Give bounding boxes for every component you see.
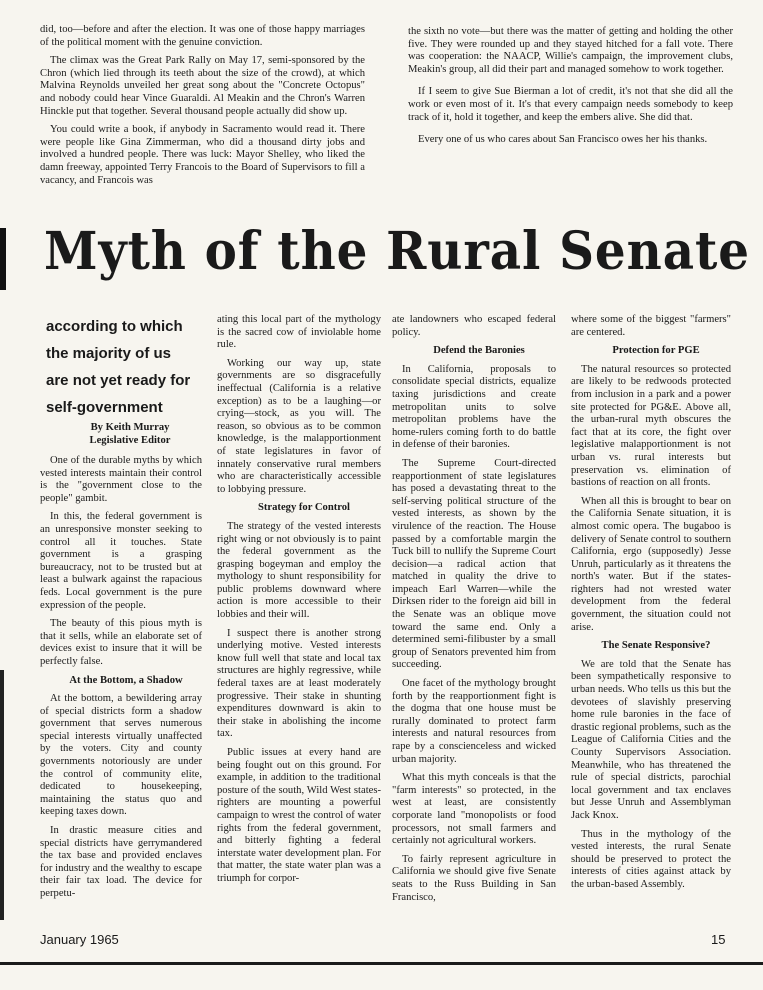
margin-mark [0, 228, 6, 290]
article-deck: according to which the majority of us are not yet ready for self-government [46, 318, 191, 416]
subheading: At the Bottom, a Shadow [69, 674, 183, 686]
article-column-3 [392, 314, 556, 910]
paragraph: The climax was the Great Park Rally on May 17, semi-sponsored by the Chron (which lied through its teeth about the size of the crowd), at which Malvina Reynolds unveiled her great song about the "Concrete Octopus" and nobody could hear Vince Guaraldi. Al Meakin and the Chron's Warren Hinckle put that together. Several thousand people actually did show up. [40, 55, 365, 117]
paragraph: ate landowners who escaped federal policy. [392, 314, 556, 338]
article-headline: Myth of the Rural Senate [44, 221, 750, 282]
subheading: Strategy for Control [258, 502, 350, 514]
paragraph: Every one of us who cares about San Francisco owes her his thanks. [418, 134, 708, 146]
paragraph: If I seem to give Sue Bierman a lot of credit, it's not that she did all the work or even most of it. It's that every campaign needs somebody to keep track of it, hold it together, and keep the embers alive. She did that. [408, 86, 733, 123]
paragraph: At the bottom, a bewildering array of special districts form a shadow government that serves numerous special interests virtually unaffected by the voters. City and county governments notoriously are under the control of community elite, dedicated to housekeeping, maintaining the status quo and keeping taxes down. [40, 693, 202, 818]
paragraph: I suspect there is another strong underlying motive. Vested interests know full well that state and local tax structures are highly regressive, while federal taxes are at least moderately progressive. Their stake in shunting expenditures downward is akin to their stake in abolishing the income tax. [217, 627, 381, 740]
article-column-4 [571, 314, 731, 898]
paragraph: the sixth no vote—but there was the matter of getting and holding the other five. They were rounded up and they stayed hitched for a fall vote. There was cooperation: the NAACP, Willie's campaign, the improvement clubs, Meakin's group, all did their part and managed somehow to work together. [408, 26, 733, 75]
subheading: Protection for PGE [612, 345, 700, 357]
page-number: 15 [711, 932, 726, 947]
paragraph: We are told that the Senate has been sympathetically responsive to urban needs. Who tells us this but the devotees of slavishly preserving home rule baronies in the face of drastic regional problems, such as the League of California Cities and the County Supervisors Association. Meanwhile, who has threatened the rule of special districts, parochial local government and tax enclaves but Jesse Unruh and Assemblyman Jack Knox. [571, 658, 731, 821]
paragraph: where some of the biggest "farmers" are centered. [571, 314, 731, 338]
article-column-2 [217, 314, 381, 892]
paragraph: In this, the federal government is an unresponsive monster seeking to control all it touches. State government is a grasping bureaucracy, not to be trusted but at least a bulwark against the rapacious feds. Local government is the pure expression of the people. [40, 511, 202, 611]
top-left-column [40, 24, 365, 193]
byline [60, 422, 200, 447]
paragraph: did, too—before and after the election. It was one of those happy marriages of the political moment with the genuine conviction. [40, 24, 365, 48]
byline-role: Legislative Editor [89, 434, 171, 446]
paragraph: The Supreme Court-directed reapportionment of state legislatures has posed a devastating threat to the self-serving political structure of the vested interests, as shown by the virulence of the reaction. The House passed by a comfortable margin the Tuck bill to nullify the Supreme Court decision—a radical action that matched in quality the drive to impeach Earl Warren—while the Dirksen rider to the foreign aid bill in the Senate was an oblique move toward the same end. Only a determined semi-filibuster by a small group of Senators prevented him from succeeding. [392, 457, 556, 671]
bottom-rule [0, 962, 763, 965]
paragraph: When all this is brought to bear on the California Senate situation, it is almost comic opera. The bugaboo is delivery of Senate control to southern California, ergo (supposedly) Jesse Unruh, particularly as it threatens the north's water. But if the states-righters had not wrested water development from the federal government, the situation could not arise. [571, 495, 731, 633]
paragraph: ating this local part of the mythology is the sacred cow of inviolable home rule. [217, 314, 381, 351]
paragraph: Working our way up, state governments are so disgracefully ineffectual (California is a relative exception) as to be a laughing—or crying—stock, as you will. The reason, so obvious as to be common knowledge, is the malapportionment of state legislatures in favor of innately conservative rural members who are characteristically accessible to lobbying pressure. [217, 357, 381, 495]
paragraph: The beauty of this pious myth is that it sells, while an elaborate set of devices exist to insure that it will be perfectly false. [40, 618, 202, 667]
subheading: The Senate Responsive? [601, 640, 711, 652]
paragraph: What this myth conceals is that the "farm interests" so protected, in the west at least, are consistently corporate land "monopolists or food processors, not small farmers and certainly not agricultural workers. [392, 772, 556, 847]
paragraph: To fairly represent agriculture in California we should give five Senate seats to the Russ Building in San Francisco, [392, 853, 556, 903]
paragraph: In California, proposals to consolidate special districts, equalize taxing jurisdictions and create metropolitan units to solve metropolitan problems have the home-rulers coming forth to do battle in defense of their baronies. [392, 363, 556, 451]
paragraph: Thus in the mythology of the vested interests, the rural Senate should be preserved to protect the interests of cities against attack by the urban-based Assembly. [571, 828, 731, 890]
issue-date: January 1965 [40, 932, 119, 947]
paragraph: The strategy of the vested interests right wing or not obviously is to paint the federal government as the grasping bogeyman and employ the mythology to shunt responsibility for public problems downward where action is more accessible to their lobbies and their will. [217, 520, 381, 621]
subheading: Defend the Baronies [433, 345, 525, 357]
binding-edge [0, 670, 4, 920]
article-column-1 [40, 455, 202, 907]
paragraph: One of the durable myths by which vested interests maintain their control is the "government close to the people" gambit. [40, 455, 202, 504]
paragraph: You could write a book, if anybody in Sacramento would read it. There were people like Gina Zimmerman, who did a thousand dirty jobs and involved a hundred people. There was luck: Mayor Shelley, who liked the damn freeway, appointed Terry Francois to the Board of Supervisors to fill a vacancy, and Francois was [40, 124, 365, 186]
paragraph: The natural resources so protected are likely to be redwoods protected from inclusion in a park and a power site protected for PG&E. Above all, the urban-rural myth obscures the fact that at its core, the fight over legislative malapportionment is not urban vs. rural interests but preservation vs. elimination of bastions of reaction on all fronts. [571, 363, 731, 489]
top-right-column [408, 26, 733, 153]
paragraph: Public issues at every hand are being fought out on this ground. For example, in addition to the traditional posture of the south, Wild West states-righters are mounting a powerful campaign to wrest the control of water rights from the federal government, and bitterly fighting a federal interstate water development plan. For that matter, the state water plan was a triumph for corpor- [217, 747, 381, 884]
paragraph: In drastic measure cities and special districts have gerrymandered the tax base and provided enclaves for industry and the wealthy to escape their fair tax load. The device for perpetu- [40, 825, 202, 899]
byline-author: By Keith Murray [90, 422, 170, 433]
paragraph: One facet of the mythology brought forth by the reapportionment fight is the dogma that one house must be rurally dominated to protect farm interests and natural resources from rape by a conscienceless and wicked urban majority. [392, 678, 556, 765]
